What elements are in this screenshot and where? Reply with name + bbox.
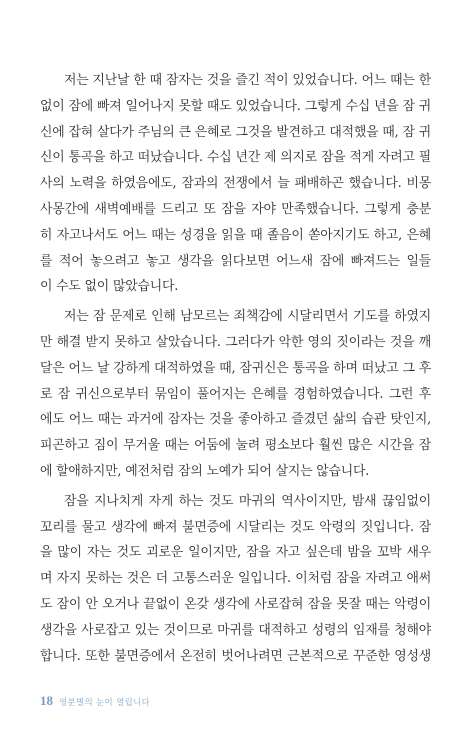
text-line: 신에 잡혀 살다가 주님의 큰 은혜로 그것을 발견하고 대적했을 때, 잠 귀	[40, 124, 431, 140]
text-line: 저는 지난날 한 때 잠자는 것을 즐긴 적이 있었습니다. 어느 때는 한	[64, 73, 431, 88]
text-line: 잠을 지나치게 자게 하는 것도 마귀의 역사이지만, 밤새 끊임없이	[64, 493, 431, 509]
text-line: 로 잠 귀신으로부터 묶임이 풀어지는 은혜를 경험하였습니다. 그런 후	[40, 386, 431, 402]
page-footer	[40, 693, 150, 709]
text-line: 달은 어느 날 강하게 대적하였을 때, 잠귀신은 통곡을 하며 떠났고 그 후	[40, 360, 431, 376]
text-line: 며 자지 못하는 것은 더 고통스러운 일입니다. 이처럼 잠을 자려고 애써	[40, 571, 431, 587]
text-line: 히 자고나서도 어느 때는 성경을 읽을 때 졸음이 쏟아지기도 하고, 은혜	[40, 227, 431, 243]
text-line: 피곤하고 짐이 무거울 때는 어둠에 눌려 평소보다 훨씬 많은 시간을 잠	[40, 438, 431, 454]
text-line: 에도 어느 때는 과거에 잠자는 것을 좋아하고 즐겼던 삶의 습관 탓인지,	[40, 412, 431, 428]
text-line: 저는 잠 문제로 인해 남모르는 죄책감에 시달리면서 기도를 하였지	[64, 309, 431, 325]
page-number: 18	[40, 693, 53, 708]
text-line: 없이 잠에 빠져 일어나지 못할 때도 있었습니다. 그렇게 수십 년을 잠 귀	[40, 98, 431, 114]
running-title: 영분별의 눈이 열립니다	[59, 698, 151, 708]
text-line: 사의 노력을 하였음에도, 잠과의 전쟁에서 늘 패배하곤 했습니다. 비몽	[40, 176, 431, 192]
text-line: 이 수도 없이 많았습니다.	[40, 279, 179, 295]
text-line: 꼬리를 물고 생각에 빠져 불면증에 시달리는 것도 악령의 짓입니다. 잠	[40, 519, 431, 535]
text-line: 신이 통곡을 하고 떠났습니다. 수십 년간 제 의지로 잠을 적게 자려고 필	[40, 150, 431, 166]
paragraph-2	[40, 304, 431, 485]
text-line: 도 잠이 안 오거나 끝없이 온갖 생각에 사로잡혀 잠을 못잘 때는 악령이	[40, 596, 431, 612]
text-line: 에 할애하지만, 예전처럼 잠의 노예가 되어 살지는 않습니다.	[40, 463, 370, 479]
paragraph-1	[40, 68, 431, 300]
body-text	[40, 68, 431, 669]
text-line: 생각을 사로잡고 있는 것이므로 마귀를 대적하고 성령의 임재를 청해야	[40, 622, 431, 638]
text-line: 합니다. 또한 불면증에서 온전히 벗어나려면 근본적으로 꾸준한 영성생	[40, 648, 431, 664]
paragraph-3	[40, 489, 431, 670]
text-line: 만 해결 받지 못하고 살았습니다. 그러다가 악한 영의 짓이라는 것을 깨	[40, 334, 431, 350]
text-line: 를 적어 놓으려고 놓고 생각을 읽다보면 어느새 잠에 빠져드는 일들	[40, 253, 431, 269]
text-line: 사몽간에 새벽예배를 드리고 또 잠을 자야 만족했습니다. 그렇게 충분	[40, 201, 431, 217]
text-line: 을 많이 자는 것도 괴로운 일이지만, 잠을 자고 싶은데 밤을 꼬박 새우	[40, 545, 431, 561]
